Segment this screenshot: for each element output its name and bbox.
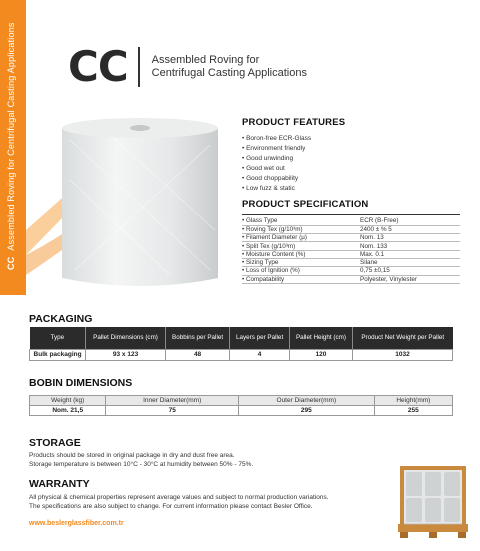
bobin-cell: 255: [374, 406, 452, 416]
table-row: [30, 406, 453, 416]
spec-row: [242, 258, 460, 266]
feature-item: • Good choppability: [242, 174, 345, 184]
bobin-header: Weight (kg): [30, 396, 106, 406]
spec-row: [242, 267, 460, 275]
bobin-cell: 295: [238, 406, 374, 416]
packaging-header: Type: [30, 327, 86, 349]
storage-line: Storage temperature is between 10°C - 30°C at humidity between 50% - 75%.: [29, 461, 254, 468]
bobin-title: BOBIN DIMENSIONS: [29, 377, 133, 389]
pallet-image: [392, 458, 474, 540]
warranty-line: All physical & chemical properties represent average values and subject to normal production variations.: [29, 494, 329, 501]
spec-label: • Roving Tex (g/10³m): [242, 225, 360, 233]
spec-value: Nom. 133: [360, 242, 460, 250]
table-row: [30, 349, 453, 360]
feature-item: • Low fuzz & static: [242, 184, 345, 194]
bobin-header: Outer Diameter(mm): [238, 396, 374, 406]
feature-item: • Boron-free ECR-Glass: [242, 134, 345, 144]
bobin-table: [29, 395, 453, 416]
product-features: [242, 117, 345, 194]
spec-row: [242, 234, 460, 242]
feature-item: • Good wet out: [242, 164, 345, 174]
packaging-header: Pallet Dimensions (cm): [86, 327, 166, 349]
spec-title: PRODUCT SPECIFICATION: [242, 199, 369, 210]
packaging-header: Pallet Height (cm): [289, 327, 352, 349]
side-banner-label: Assembled Roving for Centrifugal Casting Applications: [6, 22, 16, 251]
warranty-line: The specifications are also subject to change. For current information please contact Besler Office.: [29, 503, 313, 510]
storage-text: [29, 451, 253, 469]
features-title: PRODUCT FEATURES: [242, 117, 346, 128]
storage-line: Products should be stored in original package in dry and dust free area.: [29, 452, 235, 459]
packaging-cell: 120: [289, 349, 352, 360]
spec-table: [242, 217, 460, 284]
feature-item: • Environment friendly: [242, 144, 345, 154]
spec-label: • Compatability: [242, 275, 360, 283]
side-banner-code: CC: [6, 256, 16, 270]
features-list: [242, 134, 345, 194]
product-subtitle: [152, 54, 307, 80]
spec-label: • Split Tex (g/10³m): [242, 242, 360, 250]
spec-label: • Glass Type: [242, 217, 360, 225]
roving-spool-image: [50, 100, 230, 300]
spec-label: • Loss of Ignition (%): [242, 267, 360, 275]
packaging-header-row: [30, 327, 453, 349]
packaging-cell: 48: [165, 349, 229, 360]
spec-value: ECR (B-Free): [360, 217, 460, 225]
packaging-cell: Bulk packaging: [30, 349, 86, 360]
bobin-cell: 75: [106, 406, 239, 416]
packaging-title: PACKAGING: [29, 313, 93, 325]
spec-row: [242, 242, 460, 250]
feature-item: • Good unwinding: [242, 154, 345, 164]
warranty-text: [29, 493, 329, 511]
spec-value: 2400 ± % 5: [360, 225, 460, 233]
document-header: [68, 42, 307, 91]
packaging-header: Bobbins per Pallet: [165, 327, 229, 349]
subtitle-line-2: Centrifugal Casting Applications: [151, 66, 307, 79]
spec-value: 0,75 ±0,15: [360, 267, 460, 275]
spec-label: • Sizing Type: [242, 258, 360, 266]
spec-row: [242, 217, 460, 225]
spec-value: Nom. 13: [360, 234, 460, 242]
spec-row: [242, 275, 460, 283]
packaging-cell: 1032: [352, 349, 452, 360]
website-link[interactable]: www.beslerglassfiber.com.tr: [29, 520, 124, 527]
packaging-header: Product Net Weight per Pallet: [352, 327, 452, 349]
spec-label: • Moisture Content (%): [242, 250, 360, 258]
spec-divider: [242, 214, 460, 215]
header-divider: [138, 47, 140, 87]
spec-value: Silane: [360, 258, 460, 266]
subtitle-line-1: Assembled Roving for: [151, 53, 260, 66]
spec-row: [242, 225, 460, 233]
product-code: CC: [68, 42, 128, 91]
spec-label: • Filament Diameter (µ): [242, 234, 360, 242]
packaging-header: Layers per Pallet: [230, 327, 290, 349]
bobin-header-row: [30, 396, 453, 406]
packaging-table: [29, 327, 453, 361]
packaging-cell: 4: [230, 349, 290, 360]
warranty-title: WARRANTY: [29, 478, 90, 490]
spec-row: [242, 250, 460, 258]
spec-value: Max. 0.1: [360, 250, 460, 258]
bobin-header: Height(mm): [374, 396, 452, 406]
product-specification: [242, 199, 460, 284]
spec-value: Polyester, Vinylester: [360, 275, 460, 283]
bobin-header: Inner Diameter(mm): [106, 396, 239, 406]
bobin-cell: Nom. 21,5: [30, 406, 106, 416]
packaging-cell: 93 x 123: [86, 349, 166, 360]
storage-title: STORAGE: [29, 437, 81, 449]
